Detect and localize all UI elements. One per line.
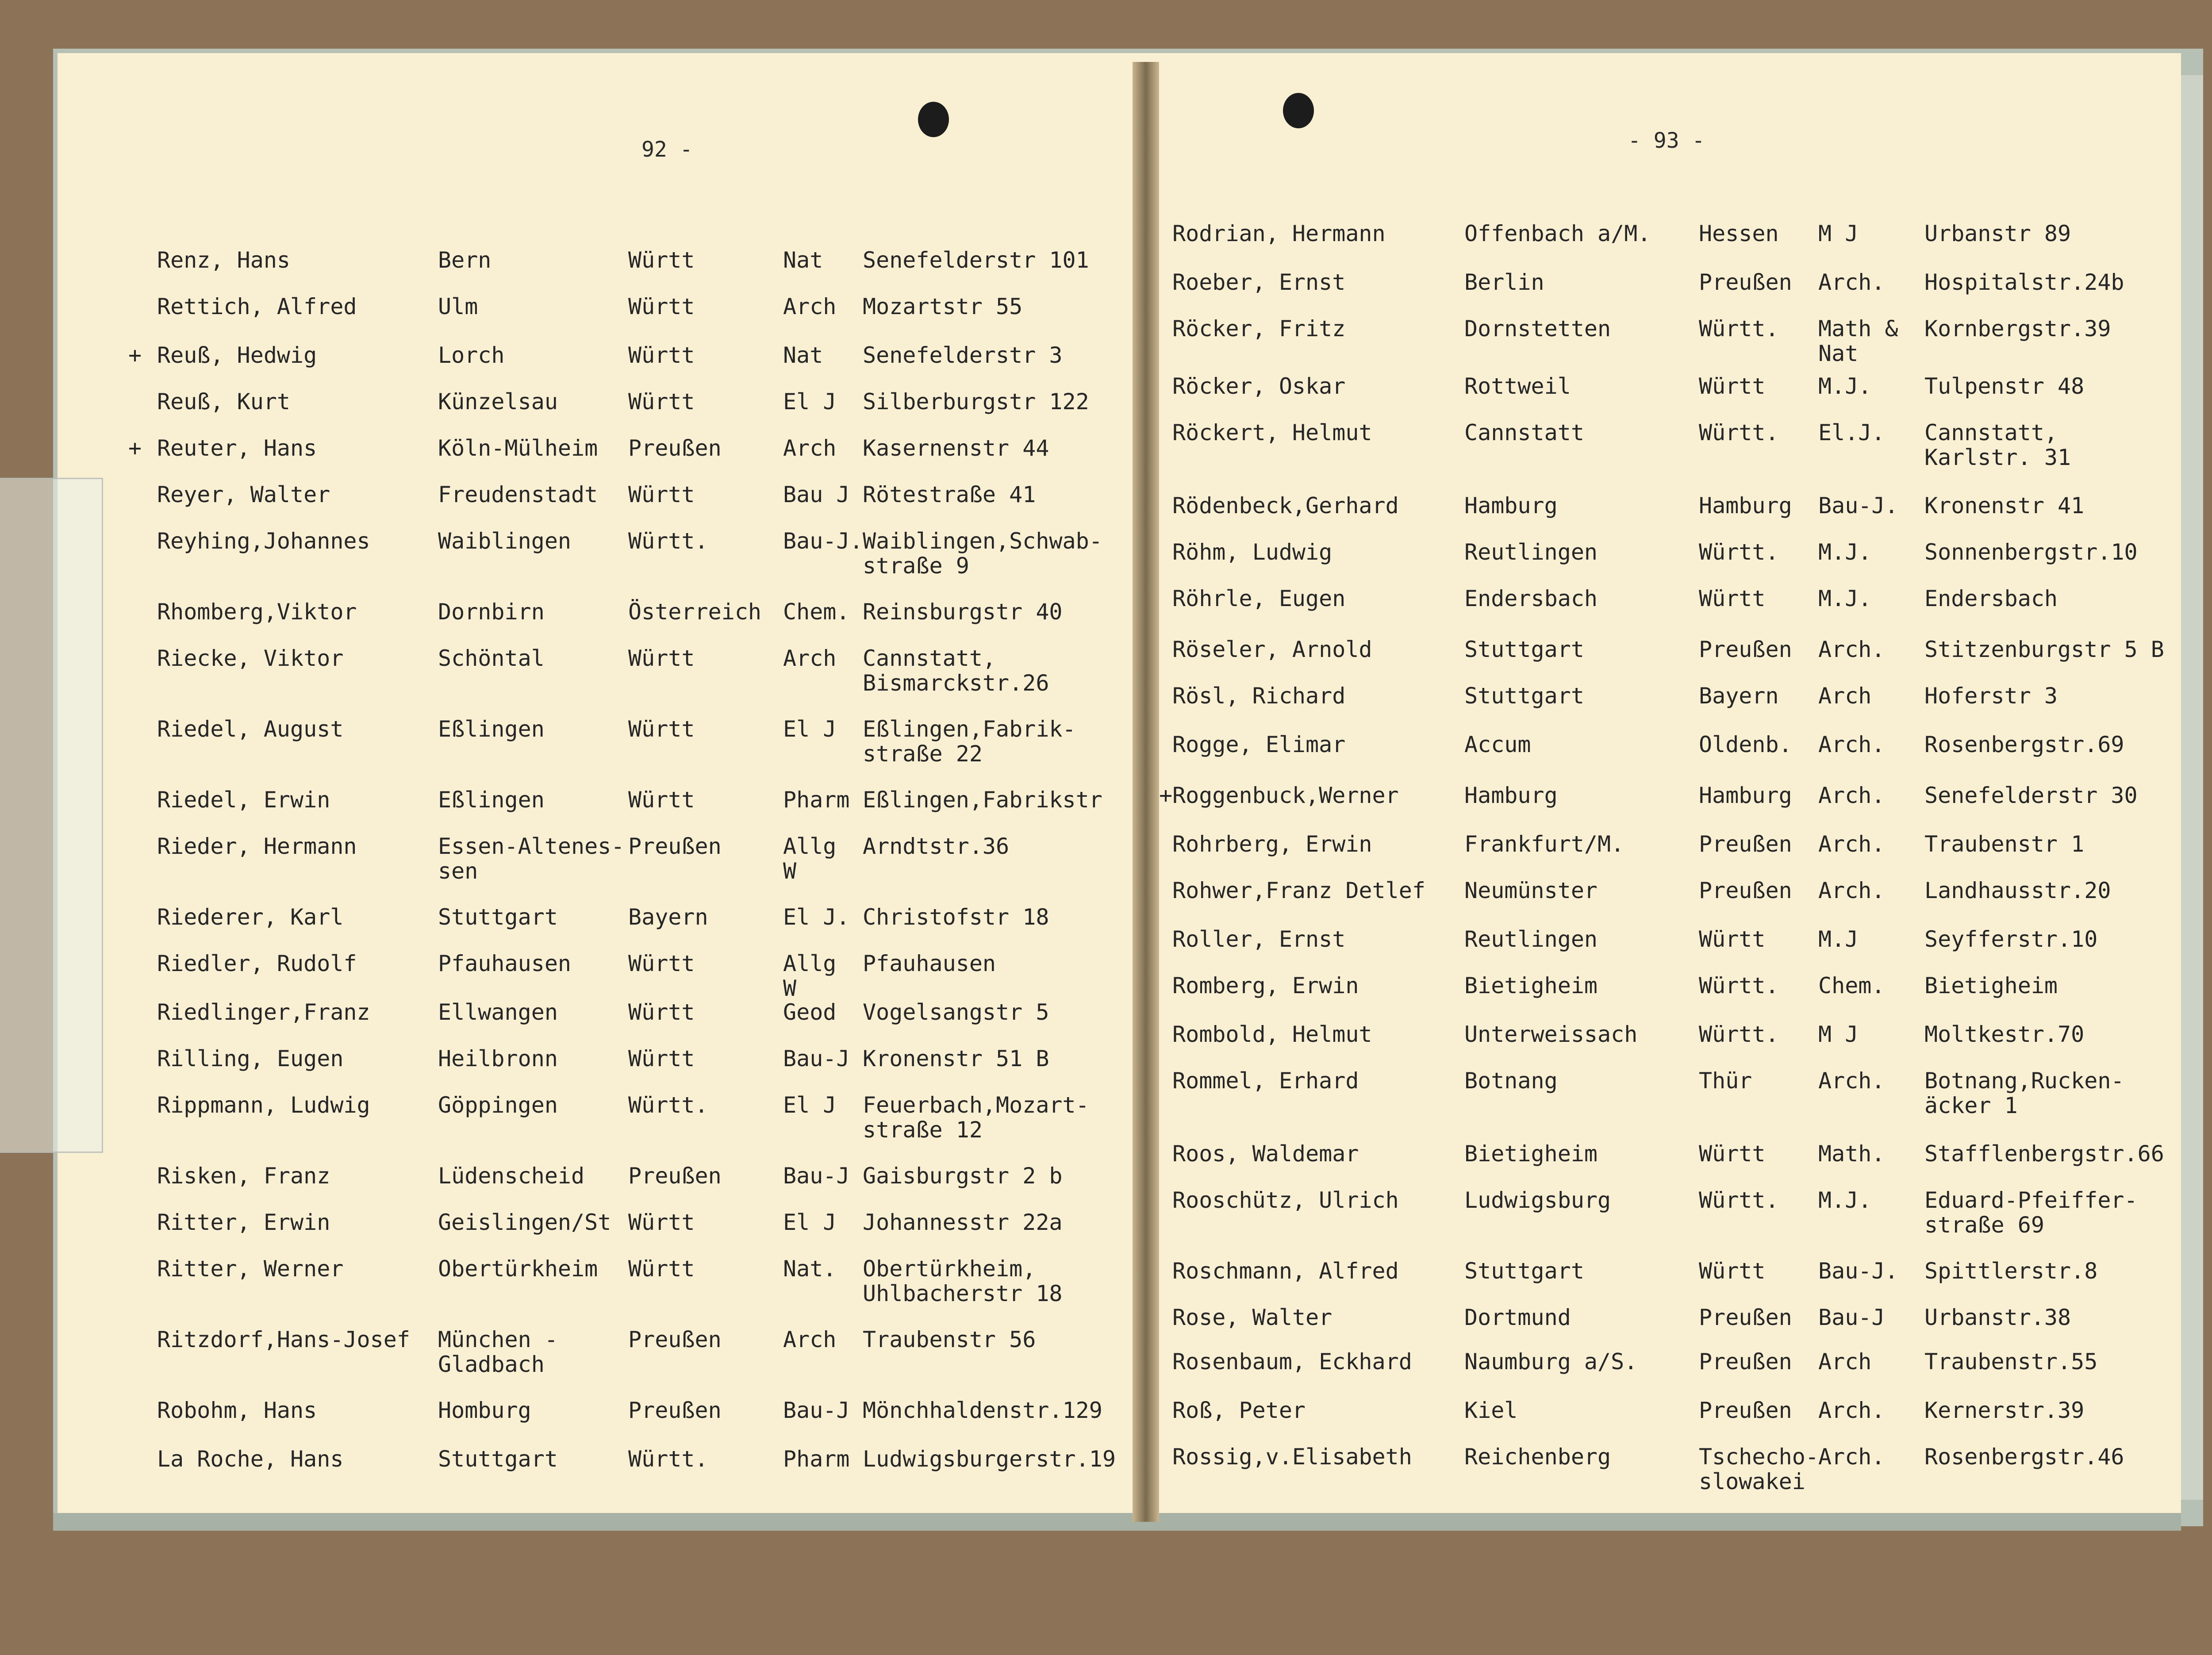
entry-field: Geod — [783, 999, 837, 1025]
book-bottom-edge — [53, 1513, 2181, 1531]
plastic-tab — [0, 478, 103, 1153]
entry-state: Württ — [1699, 926, 1766, 952]
entry-address: Moltkestr.70 — [1924, 1021, 2085, 1047]
entry-state: Hamburg — [1699, 783, 1792, 808]
entry-state: Württ. — [1699, 316, 1779, 342]
entry-state: Württ — [628, 247, 695, 273]
entry-field: Arch. — [1818, 1444, 1885, 1470]
entry-birthplace: Schöntal — [438, 645, 545, 671]
entry-field: Nat — [783, 247, 823, 273]
entry-birthplace: Offenbach a/M. — [1464, 221, 1651, 246]
entry-state: Württ. — [1699, 973, 1779, 998]
entry-birthplace: Pfauhausen — [438, 951, 572, 976]
entry-address: Hospitalstr.24b — [1924, 269, 2124, 295]
entry-state: Tschecho- slowakei — [1699, 1444, 1819, 1494]
entry-name: Rooschütz, Ulrich — [1172, 1187, 1399, 1213]
entry-field: El J — [783, 389, 837, 415]
entry-field: Arch. — [1818, 732, 1885, 757]
entry-address: Kronenstr 51 B — [863, 1046, 1049, 1071]
entry-field: Pharm — [783, 787, 850, 813]
entry-address: Kornbergstr.39 — [1924, 316, 2111, 342]
entry-field: M.J. — [1818, 539, 1872, 565]
entry-birthplace: Dortmund — [1464, 1305, 1571, 1330]
entry-birthplace: Geislingen/St — [438, 1210, 611, 1235]
entry-birthplace: Reichenberg — [1464, 1444, 1611, 1470]
entry-field: Arch — [783, 1327, 837, 1352]
entry-birthplace: Hamburg — [1464, 783, 1558, 808]
entry-field: Bau-J — [783, 1398, 850, 1423]
entry-field: Bau-J — [783, 1163, 850, 1189]
entry-state: Preußen — [1699, 831, 1792, 857]
entry-state: Preußen — [628, 435, 722, 461]
entry-birthplace: Bietigheim — [1464, 973, 1598, 998]
entry-state: Württ. — [1699, 1187, 1779, 1213]
entry-field: El J — [783, 1210, 837, 1235]
entry-name: Ritzdorf,Hans-Josef — [157, 1327, 410, 1352]
entry-address: Endersbach — [1924, 586, 2058, 611]
entry-address: Stitzenburgstr 5 B — [1924, 637, 2164, 662]
entry-address: Mozartstr 55 — [863, 294, 1023, 319]
entry-address: Gaisburgstr 2 b — [863, 1163, 1063, 1189]
entry-address: Vogelsangstr 5 — [863, 999, 1049, 1025]
entry-name: Roschmann, Alfred — [1172, 1258, 1399, 1284]
entry-state: Württ — [1699, 1141, 1766, 1167]
entry-birthplace: Cannstatt — [1464, 420, 1584, 445]
entry-address: Botnang,Rucken- äcker 1 — [1924, 1068, 2124, 1118]
entry-state: Preußen — [628, 1163, 722, 1189]
entry-field: M.J — [1818, 926, 1859, 952]
entry-field: Arch — [1818, 683, 1872, 709]
entry-birthplace: Stuttgart — [1464, 637, 1584, 662]
entry-address: Spittlerstr.8 — [1924, 1258, 2098, 1284]
entry-name: Rödenbeck,Gerhard — [1172, 493, 1399, 518]
entry-name: Romberg, Erwin — [1172, 973, 1359, 998]
entry-address: Hoferstr 3 — [1924, 683, 2058, 709]
entry-address: Rosenbergstr.46 — [1924, 1444, 2124, 1470]
entry-address: Traubenstr 56 — [863, 1327, 1036, 1352]
entry-field: M.J. — [1818, 586, 1872, 611]
entry-birthplace: Lüdenscheid — [438, 1163, 585, 1189]
entry-birthplace: Eßlingen — [438, 716, 545, 742]
entry-state: Preußen — [628, 833, 722, 859]
entry-name: Roggenbuck,Werner — [1172, 783, 1399, 808]
entry-name: Riedel, August — [157, 716, 344, 742]
entry-state: Württ — [628, 716, 695, 742]
entry-state: Württ — [628, 1210, 695, 1235]
entry-name: Rose, Walter — [1172, 1305, 1333, 1330]
entry-name: Roos, Waldemar — [1172, 1141, 1359, 1167]
entry-name: Riecke, Viktor — [157, 645, 344, 671]
entry-field: Arch — [783, 294, 837, 319]
entry-address: Urbanstr.38 — [1924, 1305, 2071, 1330]
entry-state: Württ — [628, 999, 695, 1025]
entry-birthplace: Bern — [438, 247, 492, 273]
entry-birthplace: Homburg — [438, 1398, 531, 1423]
entry-state: Württ — [628, 951, 695, 976]
entry-state: Württ — [628, 342, 695, 368]
entry-field: Arch. — [1818, 1398, 1885, 1423]
entry-field: M.J. — [1818, 1187, 1872, 1213]
entry-state: Württ. — [1699, 1021, 1779, 1047]
entry-birthplace: Endersbach — [1464, 586, 1598, 611]
entry-name: Reyer, Walter — [157, 482, 330, 507]
entry-marker: + — [128, 342, 142, 368]
entry-birthplace: Künzelsau — [438, 389, 558, 415]
entry-state: Bayern — [628, 904, 708, 930]
entry-state: Preußen — [1699, 1349, 1792, 1375]
entry-address: Christofstr 18 — [863, 904, 1049, 930]
entry-address: Urbanstr 89 — [1924, 221, 2071, 246]
entry-field: Bau-J. — [1818, 1258, 1898, 1284]
entry-state: Württ — [628, 1256, 695, 1282]
entry-name: Ritter, Erwin — [157, 1210, 330, 1235]
entry-address: Eßlingen,Fabrikstr — [863, 787, 1102, 813]
entry-field: El.J. — [1818, 420, 1885, 445]
entry-address: Senefelderstr 30 — [1924, 783, 2138, 808]
entry-state: Oldenb. — [1699, 732, 1792, 757]
entry-field: Chem. — [783, 599, 850, 625]
entry-name: Reuß, Hedwig — [157, 342, 317, 368]
entry-address: Cannstatt, Karlstr. 31 — [1924, 420, 2071, 470]
entry-birthplace: Köln-Mülheim — [438, 435, 598, 461]
entry-name: Rieder, Hermann — [157, 833, 357, 859]
entry-name: Röcker, Oskar — [1172, 373, 1346, 399]
entry-birthplace: Unterweissach — [1464, 1021, 1638, 1047]
entry-address: Bietigheim — [1924, 973, 2058, 998]
entry-name: Riedel, Erwin — [157, 787, 330, 813]
entry-address: Traubenstr.55 — [1924, 1349, 2098, 1375]
entry-name: Rodrian, Hermann — [1172, 221, 1386, 246]
page-number: 92 - — [641, 137, 693, 162]
punch-hole — [918, 102, 949, 137]
punch-hole — [1283, 93, 1314, 128]
entry-address: Johannesstr 22a — [863, 1210, 1063, 1235]
entry-address: Eßlingen,Fabrik- straße 22 — [863, 716, 1076, 767]
entry-address: Obertürkheim, Uhlbacherstr 18 — [863, 1256, 1063, 1306]
entry-name: Rhomberg,Viktor — [157, 599, 357, 625]
entry-name: Rombold, Helmut — [1172, 1021, 1372, 1047]
entry-field: Bau-J. — [1818, 493, 1898, 518]
entry-marker: + — [128, 435, 142, 461]
entry-address: Rötestraße 41 — [863, 482, 1036, 507]
entry-field: Pharm — [783, 1446, 850, 1472]
page-number: - 93 - — [1628, 128, 1705, 153]
entry-field: Arch — [783, 435, 837, 461]
entry-field: Math & Nat — [1818, 316, 1898, 366]
entry-birthplace: Dornbirn — [438, 599, 545, 625]
entry-birthplace: Eßlingen — [438, 787, 545, 813]
entry-birthplace: Botnang — [1464, 1068, 1558, 1094]
entry-name: Riederer, Karl — [157, 904, 344, 930]
entry-address: Arndtstr.36 — [863, 833, 1010, 859]
entry-field: Arch. — [1818, 831, 1885, 857]
entry-field: Arch. — [1818, 637, 1885, 662]
entry-birthplace: Stuttgart — [438, 904, 558, 930]
entry-address: Seyfferstr.10 — [1924, 926, 2098, 952]
entry-name: Reuter, Hans — [157, 435, 317, 461]
entry-address: Feuerbach,Mozart- straße 12 — [863, 1092, 1089, 1143]
entry-name: Rohwer,Franz Detlef — [1172, 878, 1425, 903]
entry-field: Bau-J — [783, 1046, 850, 1071]
entry-address: Reinsburgstr 40 — [863, 599, 1063, 625]
entry-name: Robohm, Hans — [157, 1398, 317, 1423]
entry-state: Hamburg — [1699, 493, 1792, 518]
entry-state: Württ — [628, 294, 695, 319]
entry-state: Preußen — [628, 1398, 722, 1423]
entry-address: Kasernenstr 44 — [863, 435, 1049, 461]
entry-name: Risken, Franz — [157, 1163, 330, 1189]
entry-name: Riedlinger,Franz — [157, 999, 370, 1025]
entry-name: Reyhing,Johannes — [157, 528, 370, 554]
entry-field: M.J. — [1818, 373, 1872, 399]
entry-name: La Roche, Hans — [157, 1446, 344, 1472]
entry-name: Rilling, Eugen — [157, 1046, 344, 1071]
entry-field: El J — [783, 716, 837, 742]
entry-state: Württ. — [1699, 420, 1779, 445]
entry-name: Rommel, Erhard — [1172, 1068, 1359, 1094]
entry-name: Rogge, Elimar — [1172, 732, 1346, 757]
entry-state: Preußen — [1699, 637, 1792, 662]
entry-address: Cannstatt, Bismarckstr.26 — [863, 645, 1049, 696]
entry-state: Württ. — [628, 528, 708, 554]
entry-birthplace: Hamburg — [1464, 493, 1558, 518]
entry-name: Rösl, Richard — [1172, 683, 1346, 709]
entry-birthplace: Kiel — [1464, 1398, 1518, 1423]
entry-address: Traubenstr 1 — [1924, 831, 2085, 857]
entry-birthplace: Ellwangen — [438, 999, 558, 1025]
entry-birthplace: Dornstetten — [1464, 316, 1611, 342]
entry-birthplace: Stuttgart — [438, 1446, 558, 1472]
entry-name: Roß, Peter — [1172, 1398, 1306, 1423]
entry-marker: + — [1159, 783, 1173, 808]
entry-field: Bau-J — [1818, 1305, 1885, 1330]
entry-birthplace: Accum — [1464, 732, 1531, 757]
entry-state: Württ — [628, 389, 695, 415]
entry-birthplace: Naumburg a/S. — [1464, 1349, 1638, 1375]
entry-birthplace: Ludwigsburg — [1464, 1187, 1611, 1213]
entry-field: Arch. — [1818, 1068, 1885, 1094]
entry-field: Bau-J. — [783, 528, 863, 554]
entry-birthplace: Obertürkheim — [438, 1256, 598, 1282]
entry-name: Röhrle, Eugen — [1172, 586, 1346, 611]
entry-state: Württ — [628, 482, 695, 507]
entry-name: Röseler, Arnold — [1172, 637, 1372, 662]
entry-birthplace: Neumünster — [1464, 878, 1598, 903]
entry-state: Württ. — [628, 1092, 708, 1118]
entry-address: Pfauhausen — [863, 951, 996, 976]
entry-state: Württ. — [628, 1446, 708, 1472]
entry-state: Thür — [1699, 1068, 1752, 1094]
entry-state: Württ. — [1699, 539, 1779, 565]
entry-name: Rossig,v.Elisabeth — [1172, 1444, 1412, 1470]
entry-name: Roller, Ernst — [1172, 926, 1346, 952]
entry-state: Preußen — [628, 1327, 722, 1352]
entry-name: Ritter, Werner — [157, 1256, 344, 1282]
entry-birthplace: Waiblingen — [438, 528, 572, 554]
entry-birthplace: Frankfurt/M. — [1464, 831, 1624, 857]
entry-state: Württ — [1699, 1258, 1766, 1284]
entry-state: Württ — [628, 1046, 695, 1071]
entry-address: Senefelderstr 101 — [863, 247, 1089, 273]
entry-birthplace: Heilbronn — [438, 1046, 558, 1071]
entry-address: Eduard-Pfeiffer- straße 69 — [1924, 1187, 2138, 1238]
entry-name: Rettich, Alfred — [157, 294, 357, 319]
entry-address: Senefelderstr 3 — [863, 342, 1063, 368]
entry-name: Rosenbaum, Eckhard — [1172, 1349, 1412, 1375]
book-spine — [1133, 62, 1159, 1522]
entry-state: Preußen — [1699, 1305, 1792, 1330]
entry-field: Arch — [783, 645, 837, 671]
entry-field: Arch. — [1818, 878, 1885, 903]
entry-birthplace: Lorch — [438, 342, 505, 368]
entry-birthplace: Reutlingen — [1464, 539, 1598, 565]
entry-address: Tulpenstr 48 — [1924, 373, 2085, 399]
right-page — [1146, 53, 2181, 1513]
entry-state: Bayern — [1699, 683, 1779, 709]
entry-name: Rohrberg, Erwin — [1172, 831, 1372, 857]
entry-birthplace: Freudenstadt — [438, 482, 598, 507]
entry-address: Stafflenbergstr.66 — [1924, 1141, 2164, 1167]
entry-state: Österreich — [628, 599, 762, 625]
entry-birthplace: Reutlingen — [1464, 926, 1598, 952]
entry-address: Sonnenbergstr.10 — [1924, 539, 2138, 565]
entry-name: Reuß, Kurt — [157, 389, 291, 415]
entry-name: Roeber, Ernst — [1172, 269, 1346, 295]
entry-birthplace: München - Gladbach — [438, 1327, 558, 1377]
entry-field: Nat — [783, 342, 823, 368]
left-page — [58, 53, 1146, 1513]
entry-birthplace: Göppingen — [438, 1092, 558, 1118]
entry-address: Kronenstr 41 — [1924, 493, 2085, 518]
entry-name: Röcker, Fritz — [1172, 316, 1346, 342]
entry-address: Ludwigsburgerstr.19 — [863, 1446, 1116, 1472]
entry-birthplace: Ulm — [438, 294, 478, 319]
entry-address: Silberburgstr 122 — [863, 389, 1089, 415]
entry-state: Württ — [1699, 586, 1766, 611]
entry-state: Württ — [1699, 373, 1766, 399]
entry-name: Röhm, Ludwig — [1172, 539, 1333, 565]
entry-state: Hessen — [1699, 221, 1779, 246]
entry-address: Kernerstr.39 — [1924, 1398, 2085, 1423]
entry-birthplace: Berlin — [1464, 269, 1544, 295]
entry-address: Rosenbergstr.69 — [1924, 732, 2124, 757]
entry-address: Waiblingen,Schwab- straße 9 — [863, 528, 1102, 579]
entry-field: Nat. — [783, 1256, 837, 1282]
entry-name: Renz, Hans — [157, 247, 291, 273]
entry-field: Allg W — [783, 833, 837, 884]
entry-address: Mönchhaldenstr.129 — [863, 1398, 1102, 1423]
entry-field: M J — [1818, 1021, 1859, 1047]
entry-birthplace: Bietigheim — [1464, 1141, 1598, 1167]
entry-field: Allg W — [783, 951, 837, 1001]
entry-birthplace: Stuttgart — [1464, 1258, 1584, 1284]
entry-birthplace: Rottweil — [1464, 373, 1571, 399]
entry-address: Landhausstr.20 — [1924, 878, 2111, 903]
entry-field: Arch — [1818, 1349, 1872, 1375]
entry-field: M J — [1818, 221, 1859, 246]
entry-field: Arch. — [1818, 783, 1885, 808]
entry-state: Württ — [628, 645, 695, 671]
entry-birthplace: Stuttgart — [1464, 683, 1584, 709]
entry-name: Rippmann, Ludwig — [157, 1092, 370, 1118]
entry-name: Riedler, Rudolf — [157, 951, 357, 976]
entry-field: Arch. — [1818, 269, 1885, 295]
entry-state: Preußen — [1699, 1398, 1792, 1423]
entry-field: El J — [783, 1092, 837, 1118]
entry-field: Chem. — [1818, 973, 1885, 998]
entry-field: El J. — [783, 904, 850, 930]
entry-name: Röckert, Helmut — [1172, 420, 1372, 445]
entry-state: Preußen — [1699, 878, 1792, 903]
entry-state: Württ — [628, 787, 695, 813]
entry-field: Math. — [1818, 1141, 1885, 1167]
entry-field: Bau J — [783, 482, 850, 507]
entry-state: Preußen — [1699, 269, 1792, 295]
entry-birthplace: Essen-Altenes- sen — [438, 833, 625, 884]
